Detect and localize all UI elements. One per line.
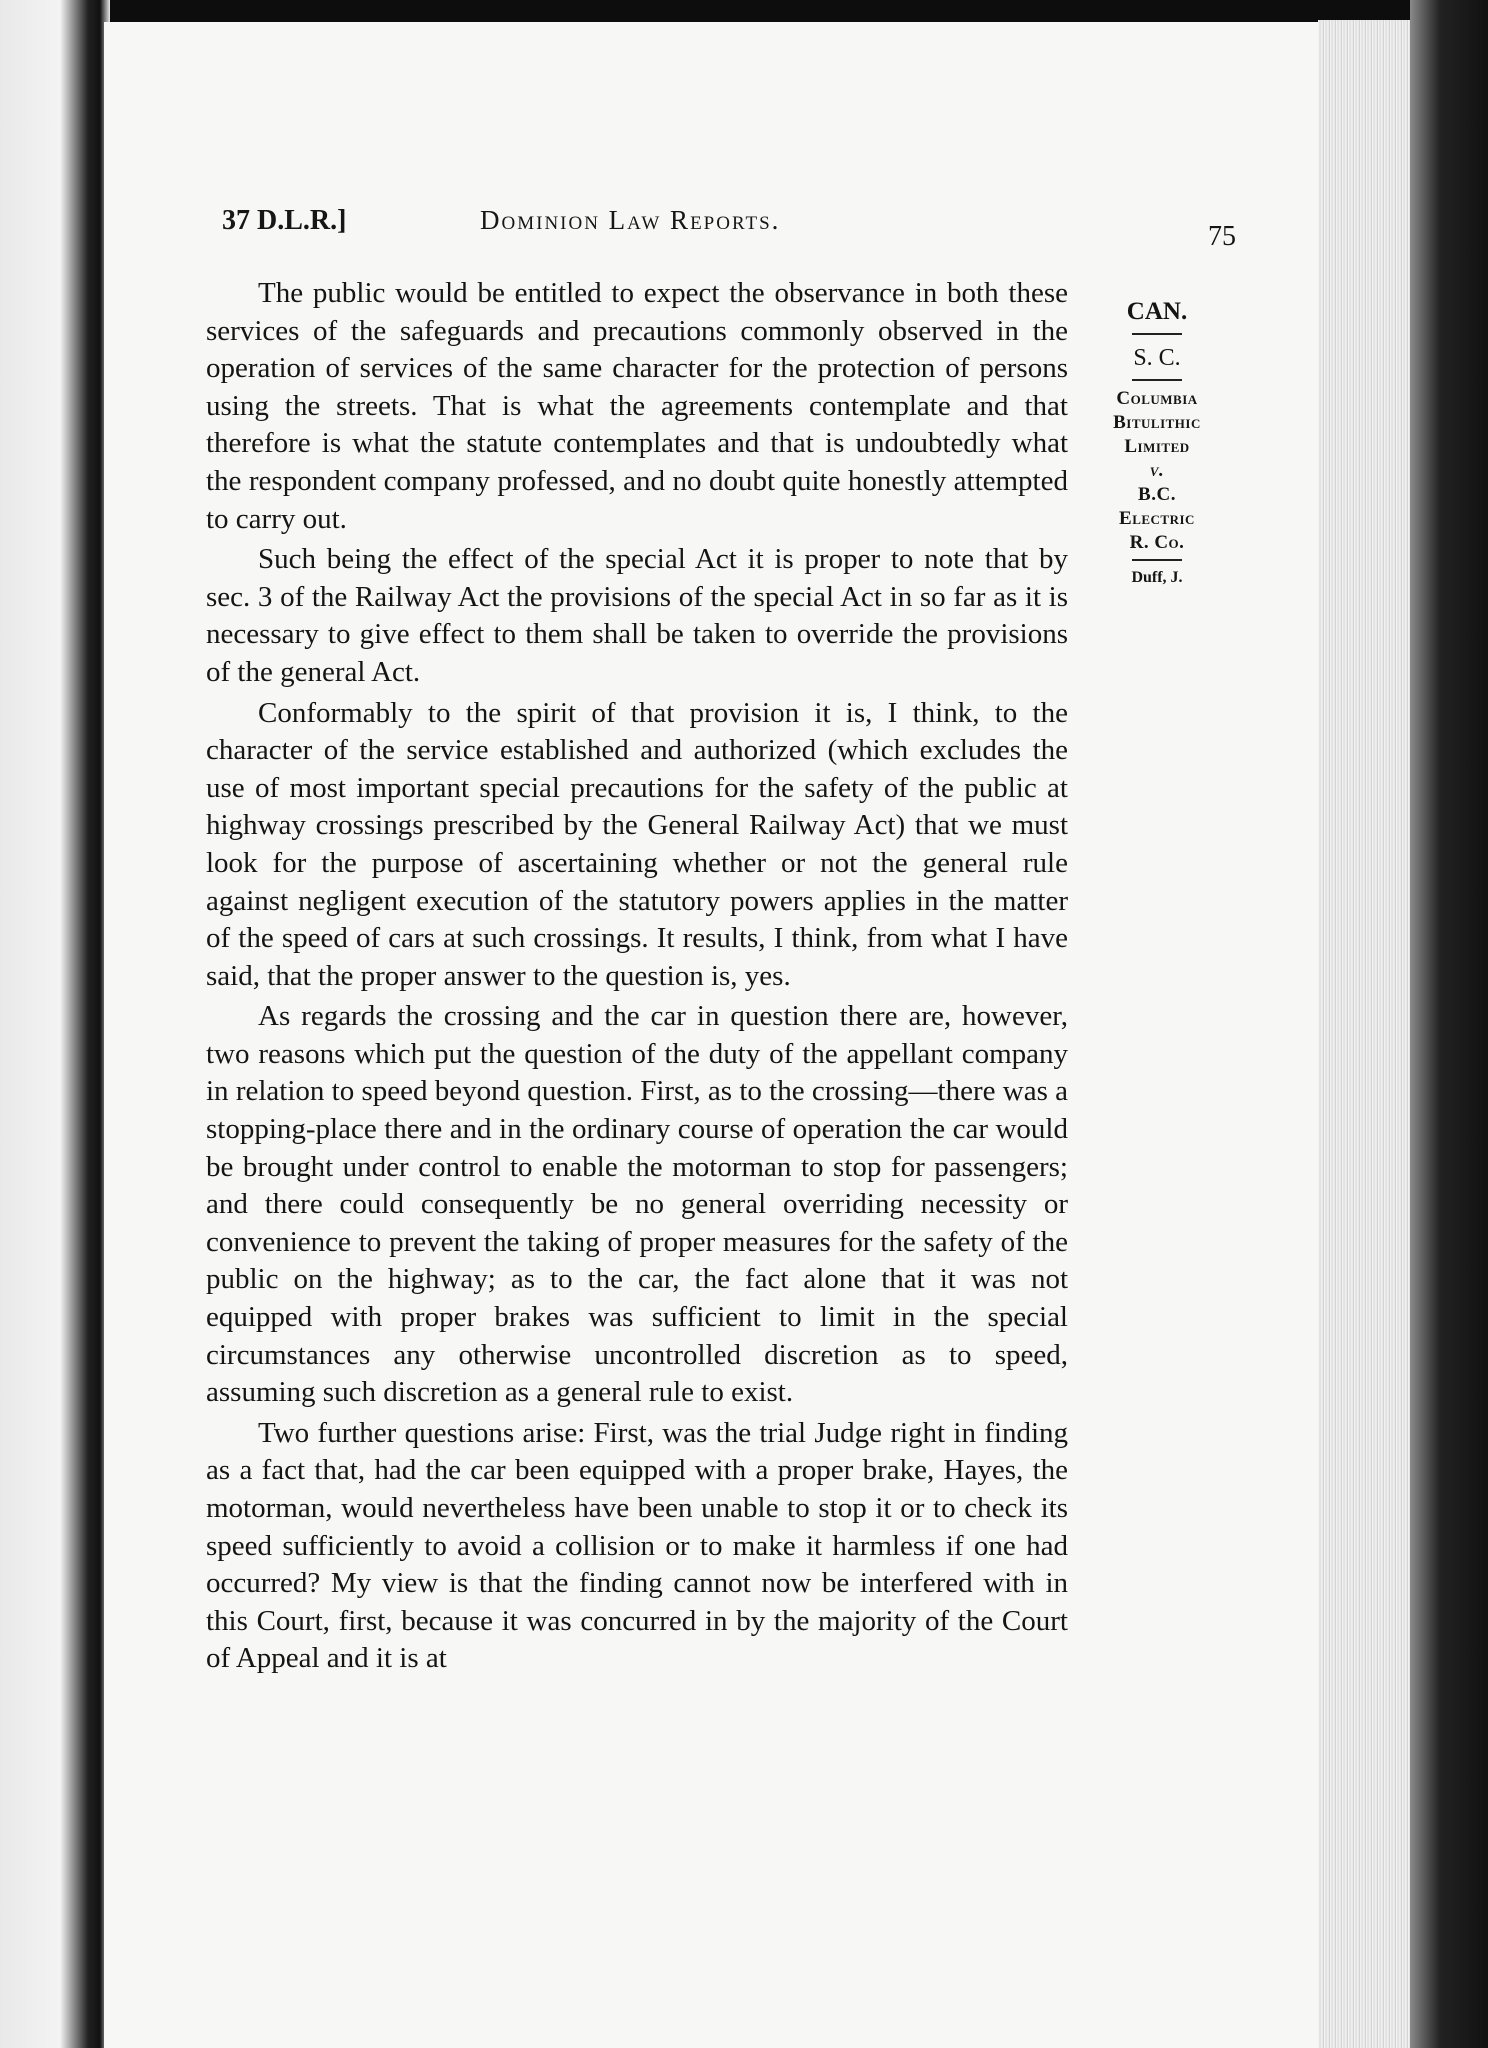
party2-line2: Electric [1119,508,1195,529]
court-label: CAN. [1126,298,1188,325]
party2-line1: B.C. [1138,484,1176,505]
versus-label: v. [1149,460,1165,481]
book-cover-edge [1410,0,1488,2048]
reporter-volume: 37 D.L.R.] [222,205,347,236]
margin-notes [1092,295,1222,589]
divider [1132,559,1182,561]
judge-label: Duff, J. [1131,569,1183,586]
left-page-edge [0,0,110,2048]
paragraph: Two further questions arise: First, was the trial Judge right in finding as a fact that, had the car been equipped with a proper brake, Hayes, the motorman, would nevertheless have been unable to stop it or to check its speed sufficiently to avoid a collision or to make it harmless if one had occurred? My view is that the finding cannot now be interfered with in this Court, first, because it was concurred in by the majority of the Court of Appeal and it is at [206,1416,1068,1675]
divider [1132,379,1182,381]
party1-line1: Columbia [1116,388,1198,409]
party1-line3: Limited [1124,436,1190,457]
page-stack-edge [1318,20,1410,2048]
paragraph: As regards the crossing and the car in question there are, however, two reasons which put the question of the duty of the appellant company in relation to speed beyond question. First, as to the crossing—there was a stopping-place there and in the ordinary course of operation the car would be brought under control to enable the motorman to stop for passengers; and there could consequently be no general overriding necessity or convenience to prevent the taking of proper measures for the safety of the public on the highway; as to the car, the fact alone that it was not equipped with proper brakes was sufficient to limit in the special circumstances any otherwise uncontrolled discretion as to speed, assuming such discretion as a general rule to exist. [206,1000,1068,1409]
page-number: 75 [1208,221,1236,252]
paragraph: Conformably to the spirit of that provision it is, I think, to the character of the service established and authorized (which excludes the use of most important special precautions for the safety of the public at highway crossings prescribed by the General Railway Act) that we must look for the purpose of ascertaining whether or not the general rule against negligent execution of the statutory powers applies in the matter of the speed of cars at such crossings. It results, I think, from what I have said, that the proper answer to the question is, yes. [206,696,1068,992]
party1-line2: Bitulithic [1113,412,1201,433]
divider [1132,333,1182,335]
paragraph: Such being the effect of the special Act it is proper to note that by sec. 3 of the Railway Act the provisions of the special Act in so far as it is necessary to give effect to them shall be taken to override the provisions of the general Act. [206,543,1068,688]
case-name [1092,387,1222,555]
subcourt-label: S. C. [1133,345,1181,371]
body-text [206,275,1068,1681]
running-header [222,205,1242,255]
paragraph: The public would be entitled to expect the observance in both these services of the safeguards and precautions commonly observed in the operation of services of the same character for the protection of persons using the streets. That is what the agreements contemplate and that therefore is what the statute contemplates and that is undoubtedly what the respondent company professed, and no doubt quite honestly attempted to carry out. [206,277,1068,535]
party2-line3: R. Co. [1129,532,1185,553]
reporter-title: Dominion Law Reports. [480,205,781,235]
